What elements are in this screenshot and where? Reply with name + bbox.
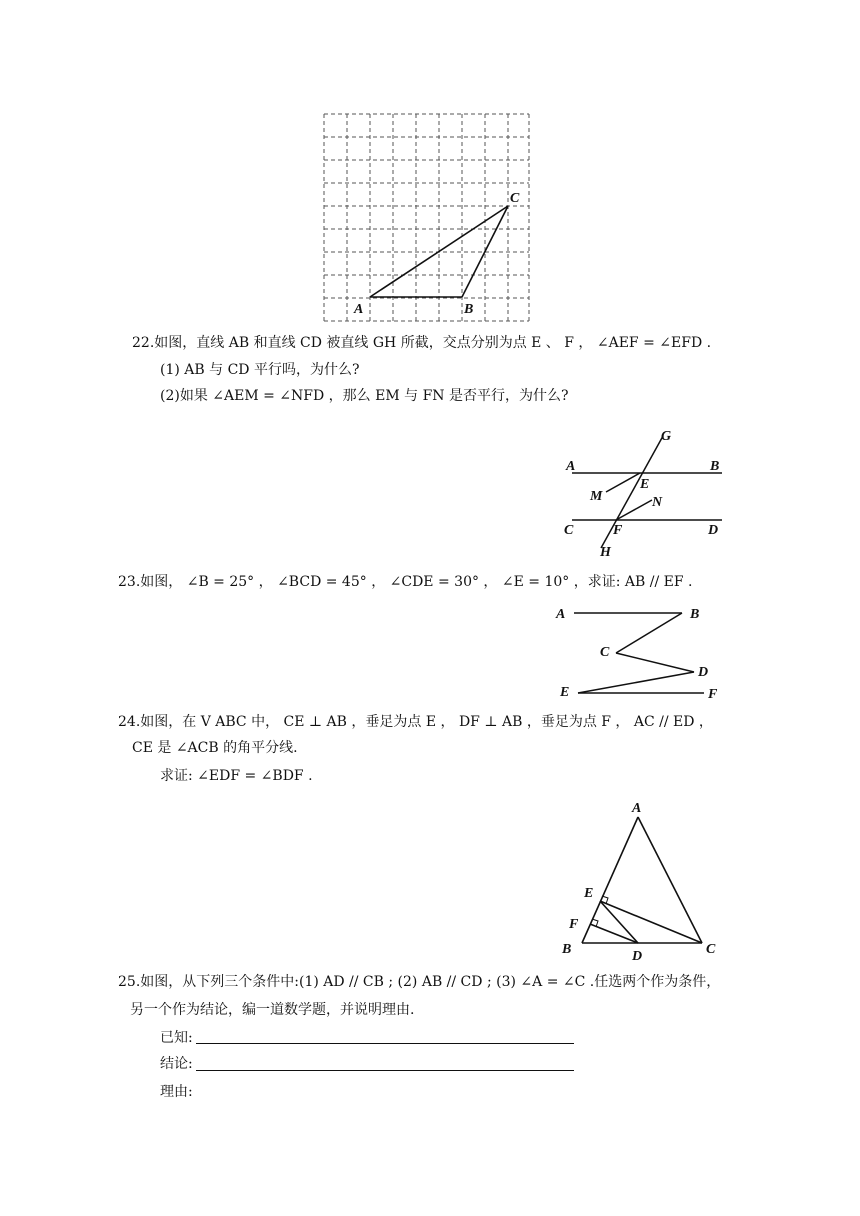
q25-reason-label: 理由: <box>160 1084 193 1100</box>
point-label-f: F <box>569 917 579 932</box>
q25-stem-line2: 另一个作为结论，编一道数学题，并说明理由. <box>130 1002 415 1018</box>
parallel-lines-figure <box>556 424 736 558</box>
segment-bc <box>616 613 682 653</box>
q25-known-label: 已知: <box>160 1030 193 1046</box>
q22-part1: (1) AB 与 CD 平行吗，为什么? <box>160 362 360 378</box>
q25-conclusion-blank[interactable] <box>196 1070 574 1071</box>
point-label-e: E <box>560 685 570 700</box>
q24-prove: 求证: ∠EDF = ∠BDF . <box>160 768 313 784</box>
zigzag-figure <box>552 598 732 702</box>
point-label-a: A <box>632 801 642 816</box>
triangle-bisector-figure <box>556 798 736 962</box>
point-label-d: D <box>632 949 643 962</box>
segment-de <box>578 672 694 693</box>
point-label-a: A <box>556 607 566 622</box>
q25-stem-line1: 25.如图，从下列三个条件中:(1) AD // CB ; (2) AB // CD ; (3) ∠A = ∠C .任选两个作为条件， <box>118 974 721 990</box>
q22-stem: 22.如图，直线 AB 和直线 CD 被直线 GH 所截，交点分别为点 E 、 F ， ∠AEF = ∠EFD . <box>132 335 712 351</box>
point-label-d: D <box>698 665 709 680</box>
point-label-b: B <box>690 607 700 622</box>
q22-part2: (2)如果 ∠AEM = ∠NFD ，那么 EM 与 FN 是否平行，为什么? <box>160 388 569 404</box>
point-label-b: B <box>464 302 474 317</box>
q25-known-blank[interactable] <box>196 1043 574 1044</box>
segment-ac <box>638 817 702 943</box>
ray-em <box>606 473 640 492</box>
point-label-b: B <box>710 459 720 474</box>
point-label-f: F <box>613 523 623 538</box>
point-label-h: H <box>600 545 611 558</box>
q25-conclusion-label: 结论: <box>160 1056 193 1072</box>
point-label-d: D <box>708 523 719 538</box>
point-label-m: M <box>590 489 603 504</box>
point-label-c: C <box>510 191 520 206</box>
point-label-e: E <box>584 886 594 901</box>
segment-ce <box>600 901 702 943</box>
segment-df <box>590 924 638 943</box>
point-label-e: E <box>640 477 650 492</box>
point-label-f: F <box>708 687 718 702</box>
q24-stem-line1: 24.如图，在 V ABC 中， CE ⊥ AB ，垂足为点 E ， DF ⊥ AB ，垂足为点 F ， AC // ED ， <box>118 714 713 730</box>
point-label-c: C <box>564 523 574 538</box>
point-label-g: G <box>661 429 672 444</box>
line-gh <box>601 436 663 548</box>
q24-stem-line2: CE 是 ∠ACB 的角平分线. <box>132 740 298 756</box>
segment-ed <box>600 901 638 943</box>
segment-cd <box>616 653 694 672</box>
point-label-a: A <box>566 459 576 474</box>
q23-stem: 23.如图， ∠B = 25° ， ∠BCD = 45° ， ∠CDE = 30° ， ∠E = 10° ，求证: AB // EF . <box>118 574 693 590</box>
grid-triangle-figure <box>318 110 534 326</box>
point-label-c: C <box>706 942 716 957</box>
point-label-a: A <box>354 302 364 317</box>
point-label-c: C <box>600 645 610 660</box>
point-label-n: N <box>652 495 663 510</box>
point-label-b: B <box>562 942 572 957</box>
